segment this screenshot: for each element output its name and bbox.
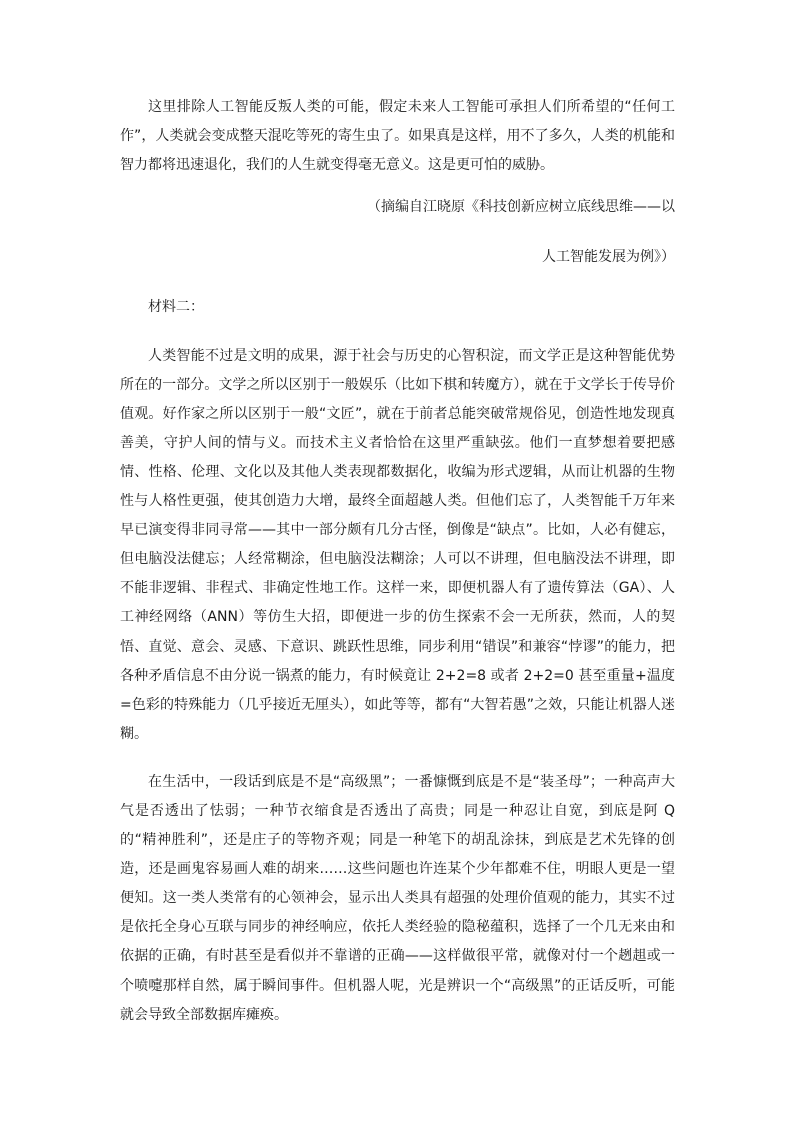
source-citation-line-2: 人工智能发展为例》） bbox=[542, 249, 675, 266]
source-citation-line-1: （摘编自江晓原《科技创新应树立底线思维——以 bbox=[367, 199, 675, 216]
paragraph-life-values: 在生活中，一段话到底是不是“高级黑”；一番慷慨到底是不是“装圣母”；一种高声大气是否透出了怯弱；一种节衣缩食是否透出了高贵；同是一种忍让自宽，到底是阿 Q 的“精神胜利”，还是庄子的等物齐观；同是一种笔下的胡乱涂抹，到底是艺术先锋的创造，还是画鬼容易画人难的胡来……这些问题也许连某个少年都难不住，明眼人更是一望便知。这一类人类常有的心领神会，显示出人类具有超强的处理价值观的能力，其实不过是依托全身心互联与同步的神经响应，依托人类经验的隐秘蕴积，选择了一个几无来由和依据的正确，有时甚至是看似并不靠谱的正确——这样做很平常，就像对付一个趔趄或一个喷嚏那样自然，属于瞬间事件。但机器人呢，光是辨识一个“高级黑”的正话反听，可能就会导致全部数据库瘫痪。 bbox=[120, 773, 675, 1023]
section-heading-material-two: 材料二： bbox=[148, 299, 204, 316]
paragraph-human-intelligence: 人类智能不过是文明的成果，源于社会与历史的心智积淀，而文学正是这种智能优势所在的一部分。文学之所以区别于一般娱乐（比如下棋和转魔方），就在于文学长于传导价值观。好作家之所以区别于一般“文匠”，就在于前者总能突破常规俗见，创造性地发现真善美，守护人间的情与义。而技术主义者恰恰在这里严重缺弦。他们一直梦想着要把感情、性格、伦理、文化以及其他人类表现都数据化，收编为形式逻辑，从而让机器的生物性与人格性更强，使其创造力大增，最终全面超越人类。但他们忘了，人类智能千万年来早已演变得非同寻常——其中一部分颇有几分古怪，倒像是“缺点”。比如，人必有健忘，但电脑没法健忘；人经常糊涂，但电脑没法糊涂；人可以不讲理，但电脑没法不讲理，即不能非逻辑、非程式、非确定性地工作。这样一来，即便机器人有了遗传算法（GA）、人工神经网络（ANN）等仿生大招，即便进一步的仿生探索不会一无所获，然而，人的契悟、直觉、意会、灵感、下意识、跳跃性思维，同步利用“错误”和兼容“悖谬”的能力，把各种矛盾信息不由分说一锅煮的能力，有时候竟让 2+2=8 或者 2+2=0 甚至重量+温度=色彩的特殊能力（几乎接近无厘头），如此等等，都有“大智若愚”之效，只能让机器人迷糊。 bbox=[120, 347, 675, 742]
source-citation bbox=[120, 193, 675, 272]
paragraph-threat: 这里排除人工智能反叛人类的可能，假定未来人工智能可承担人们所希望的“任何工作”，人类就会变成整天混吃等死的寄生虫了。如果真是这样，用不了多久，人类的机能和智力都将迅速退化，我们的人生就变得毫无意义。这是更可怕的威胁。 bbox=[120, 99, 675, 174]
document-body bbox=[120, 93, 675, 1030]
